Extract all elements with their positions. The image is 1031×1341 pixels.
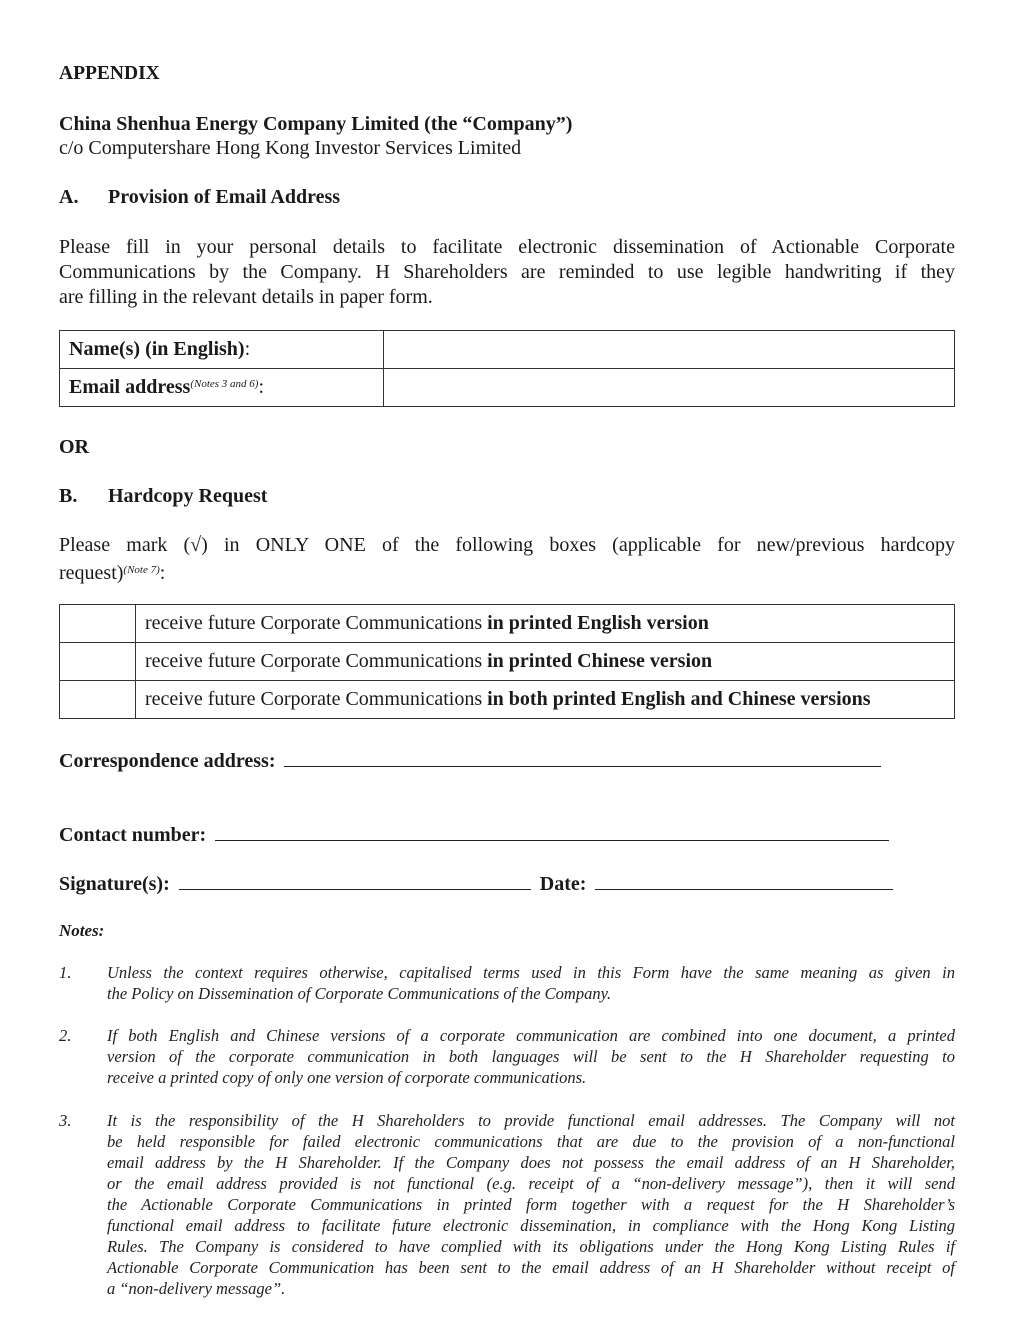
option-prefix: receive future Corporate Communications (145, 612, 488, 634)
note-line: Unless the context requires otherwise, capitalised terms used in this Form have the same meaning as given in (107, 963, 955, 982)
instruction-line-request: request) (59, 562, 124, 584)
notes-heading: Notes: (59, 921, 105, 940)
date-label: Date: (539, 873, 587, 895)
note-line: If both English and Chinese versions of a corporate communication are combined into one document, a printed (107, 1026, 955, 1045)
contact-number-label: Contact number: (59, 824, 207, 846)
name-input-cell[interactable] (384, 331, 955, 369)
option-label-english (136, 605, 955, 643)
signature-date-row (59, 871, 955, 897)
section-b-title: Hardcopy Request (108, 485, 268, 507)
note-line: or the email address provided is not functional (e.g. receipt of a “non-delivery message”), then it will send (107, 1174, 955, 1193)
option-prefix: receive future Corporate Communications (145, 688, 488, 710)
signature-label: Signature(s): (59, 873, 170, 895)
note-line: functional email address to facilitate future electronic dissemination, in compliance with the Hong Kong Listing (107, 1216, 955, 1235)
instruction-line: are filling in the relevant details in paper form. (59, 286, 433, 308)
name-label-cell (60, 331, 384, 369)
instruction-line: Communications by the Company. H Shareholders are reminded to use legible handwriting if they (59, 261, 955, 283)
note-text (107, 1025, 955, 1088)
contact-number-row (59, 822, 955, 848)
option-row-chinese (60, 643, 955, 681)
note-7-reference: (Note 7) (123, 564, 160, 576)
note-line: be held responsible for failed electronic communications that are due to the provision of a non-functional (107, 1132, 955, 1151)
instruction-line: Please mark (√) in ONLY ONE of the following boxes (applicable for new/previous hardcopy (59, 534, 955, 556)
signature-field[interactable] (179, 871, 531, 890)
section-b-letter: B. (59, 485, 78, 507)
section-a-heading (59, 185, 340, 210)
section-a-title: Provision of Email Address (108, 186, 341, 208)
form-page (59, 0, 955, 1341)
section-a-letter: A. (59, 186, 79, 208)
email-label-cell (60, 369, 384, 407)
care-of-line: c/o Computershare Hong Kong Investor Services Limited (59, 137, 522, 159)
note-line: receive a printed copy of only one version of corporate communications. (107, 1068, 587, 1087)
name-row (60, 331, 955, 369)
note-line: Rules. The Company is considered to have complied with its obligations under the Hong Kong Listing Rules if (107, 1237, 955, 1256)
option-label-both (136, 681, 955, 719)
section-a-instructions (59, 235, 955, 310)
correspondence-address-label: Correspondence address: (59, 750, 276, 772)
hardcopy-options-table (59, 604, 955, 719)
correspondence-address-field[interactable] (284, 748, 881, 767)
note-line: the Actionable Corporate Communications in printed form together with a request for the H Shareholder’s (107, 1195, 955, 1214)
note-line: It is the responsibility of the H Shareholders to provide functional email addresses. The Company will not (107, 1111, 955, 1130)
note-line: a “non-delivery message”. (107, 1279, 286, 1298)
note-line: email address by the H Shareholder. If the Company does not possess the email address of an H Shareholder, (107, 1153, 955, 1172)
instruction-line (59, 558, 955, 586)
note-number: 3. (59, 1111, 72, 1130)
email-details-table (59, 330, 955, 407)
note-line: version of the corporate communication in both languages will be sent to the H Shareholder requesting to (107, 1047, 955, 1066)
company-name: China Shenhua Energy Company Limited (the “Company”) (59, 113, 573, 135)
note-number: 1. (59, 963, 72, 982)
email-label: Email address (69, 376, 191, 398)
checkbox-english[interactable] (60, 605, 136, 643)
date-field[interactable] (595, 871, 893, 890)
option-emphasis: in both printed English and Chinese versions (487, 688, 871, 710)
email-row (60, 369, 955, 407)
name-label: Name(s) (in English) (69, 338, 245, 360)
note-text (107, 962, 955, 1004)
option-emphasis: in printed Chinese version (487, 650, 713, 672)
note-line: the Policy on Dissemination of Corporate Communications of the Company. (107, 984, 612, 1003)
note-text (107, 1110, 955, 1299)
option-prefix: receive future Corporate Communications (145, 650, 488, 672)
email-input-cell[interactable] (384, 369, 955, 407)
instruction-line: Please fill in your personal details to facilitate electronic dissemination of Actionable Corporate (59, 236, 955, 258)
option-row-both (60, 681, 955, 719)
name-colon: : (244, 338, 251, 360)
section-b-heading (59, 484, 267, 509)
checkbox-both[interactable] (60, 681, 136, 719)
note-number: 2. (59, 1026, 72, 1045)
option-label-chinese (136, 643, 955, 681)
correspondence-address-row (59, 748, 955, 774)
instruction-colon: : (159, 562, 166, 584)
option-emphasis: in printed English version (487, 612, 709, 634)
email-note-reference: (Notes 3 and 6) (190, 378, 259, 390)
email-colon: : (258, 376, 265, 398)
option-row-english (60, 605, 955, 643)
checkbox-chinese[interactable] (60, 643, 136, 681)
contact-number-field[interactable] (215, 822, 889, 841)
note-line: Actionable Corporate Communication has been sent to the email address of an H Shareholder without receipt of (107, 1258, 955, 1277)
or-label: OR (59, 436, 89, 458)
appendix-heading: APPENDIX (59, 63, 160, 84)
section-b-instructions (59, 533, 955, 586)
